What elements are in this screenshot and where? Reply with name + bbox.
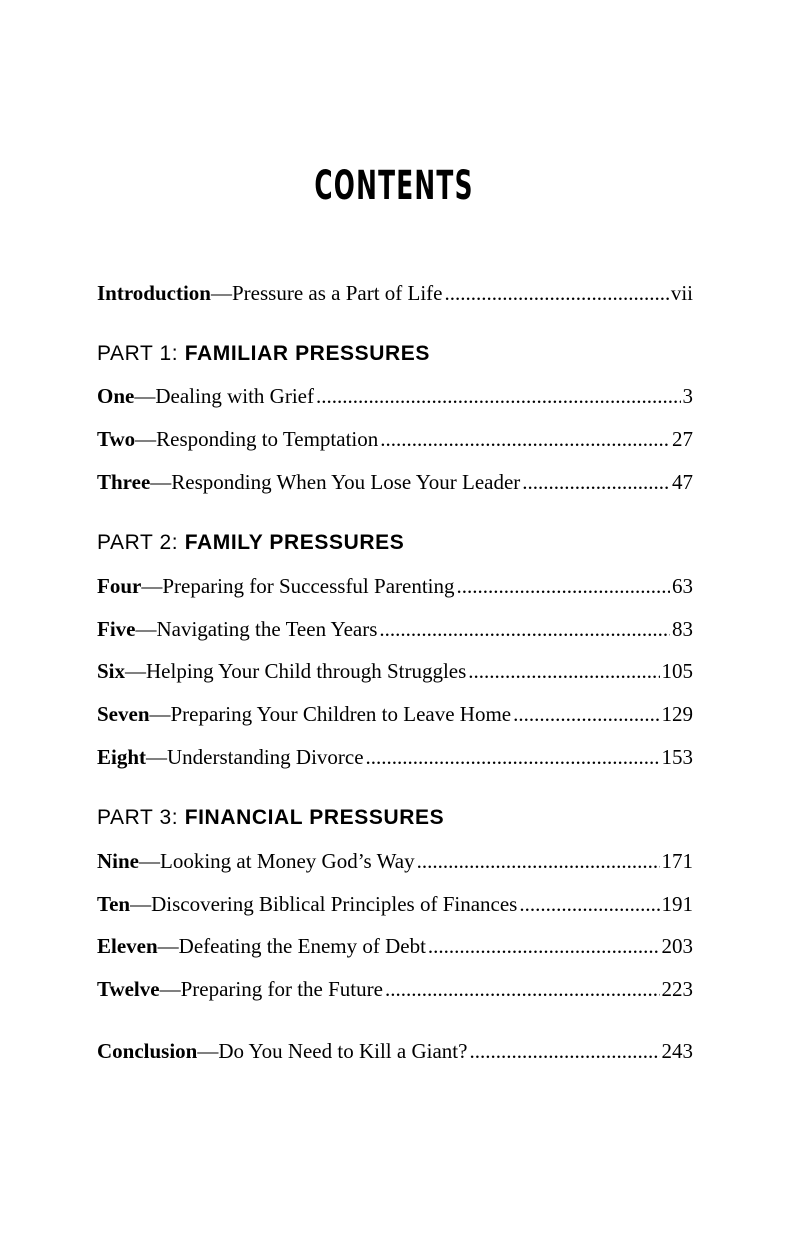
dot-leader <box>513 699 659 729</box>
chapter-page-number: 27 <box>672 427 693 451</box>
dot-leader <box>417 846 660 876</box>
dot-leader <box>385 974 660 1004</box>
chapter-title: Helping Your Child through Struggles <box>146 659 467 683</box>
chapter-title: Discovering Biblical Principles of Finances <box>151 892 518 916</box>
toc-entry-chapter-three[interactable] <box>97 467 693 497</box>
part-name: FAMILY PRESSURES <box>184 531 405 554</box>
chapter-number: Eleven <box>97 934 158 958</box>
chapter-number: Three <box>97 470 151 494</box>
part-heading-2 <box>97 528 404 558</box>
toc-entry-chapter-eight[interactable] <box>97 742 693 772</box>
chapter-title: Preparing for the Future <box>180 977 383 1001</box>
chapter-page-number: 223 <box>661 977 693 1001</box>
entry-dash: — <box>210 281 232 305</box>
entry-title: Pressure as a Part of Life <box>231 281 443 305</box>
chapter-title: Looking at Money God’s Way <box>160 849 415 873</box>
chapter-page-number: 47 <box>672 470 693 494</box>
chapter-title: Responding to Temptation <box>156 427 379 451</box>
entry-dash: — <box>197 1039 219 1063</box>
chapter-page-number: 129 <box>661 702 693 726</box>
entry-dash: — <box>139 849 160 873</box>
chapter-number: Two <box>97 427 136 451</box>
chapter-number: Eight <box>97 745 147 769</box>
chapter-page-number: 83 <box>672 617 693 641</box>
entry-label: Introduction <box>97 281 211 305</box>
chapter-title: Dealing with Grief <box>155 384 314 408</box>
entry-dash: — <box>134 384 156 408</box>
dot-leader <box>366 742 660 772</box>
chapter-number: Nine <box>97 849 139 873</box>
toc-entry-chapter-eleven[interactable] <box>97 931 693 961</box>
chapter-title: Responding When You Lose Your Leader <box>171 470 521 494</box>
toc-entry-chapter-five[interactable] <box>97 614 693 644</box>
entry-dash: — <box>135 617 157 641</box>
chapter-title: Understanding Divorce <box>167 745 364 769</box>
entry-dash: — <box>157 934 179 958</box>
toc-entry-chapter-twelve[interactable] <box>97 974 693 1004</box>
dot-leader <box>469 1036 659 1066</box>
toc-entry-chapter-ten[interactable] <box>97 889 693 919</box>
dot-leader <box>445 278 669 308</box>
toc-entry-chapter-nine[interactable] <box>97 846 693 876</box>
entry-dash: — <box>150 470 172 494</box>
entry-page-number: vii <box>670 281 693 305</box>
entry-dash: — <box>146 745 168 769</box>
chapter-title: Defeating the Enemy of Debt <box>178 934 426 958</box>
chapter-page-number: 171 <box>661 849 693 873</box>
part-name: FINANCIAL PRESSURES <box>184 806 445 829</box>
entry-dash: — <box>141 574 163 598</box>
entry-dash: — <box>130 892 152 916</box>
dot-leader <box>468 656 659 686</box>
chapter-page-number: 3 <box>682 384 693 408</box>
dot-leader <box>522 467 670 497</box>
toc-entry-chapter-one[interactable] <box>97 381 693 411</box>
dot-leader <box>316 381 681 411</box>
entry-label: Conclusion <box>97 1039 198 1063</box>
chapter-page-number: 105 <box>661 659 693 683</box>
dot-leader <box>379 614 670 644</box>
dot-leader <box>428 931 660 961</box>
entry-title: Do You Need to Kill a Giant? <box>218 1039 468 1063</box>
part-name: FAMILIAR PRESSURES <box>184 342 431 365</box>
part-prefix: PART 2: <box>97 531 185 554</box>
chapter-page-number: 153 <box>661 745 693 769</box>
entry-dash: — <box>159 977 181 1001</box>
toc-entry-chapter-two[interactable] <box>97 424 693 454</box>
chapter-title: Preparing for Successful Parenting <box>162 574 455 598</box>
chapter-number: Five <box>97 617 136 641</box>
chapter-page-number: 191 <box>661 892 693 916</box>
chapter-page-number: 63 <box>672 574 693 598</box>
dot-leader <box>519 889 659 919</box>
toc-entry-introduction[interactable] <box>97 278 693 308</box>
page-title: CONTENTS <box>314 163 474 209</box>
entry-dash: — <box>149 702 171 726</box>
toc-entry-conclusion[interactable] <box>97 1036 693 1066</box>
chapter-number: Ten <box>97 892 131 916</box>
chapter-number: Twelve <box>97 977 160 1001</box>
entry-page-number: 243 <box>661 1039 693 1063</box>
chapter-number: Six <box>97 659 126 683</box>
chapter-title: Preparing Your Children to Leave Home <box>170 702 512 726</box>
entry-dash: — <box>135 427 157 451</box>
toc-entry-chapter-four[interactable] <box>97 571 693 601</box>
part-heading-3 <box>97 803 444 833</box>
toc-entry-chapter-seven[interactable] <box>97 699 693 729</box>
toc-entry-chapter-six[interactable] <box>97 656 693 686</box>
chapter-page-number: 203 <box>661 934 693 958</box>
part-prefix: PART 1: <box>97 342 185 365</box>
chapter-number: Seven <box>97 702 150 726</box>
chapter-number: One <box>97 384 135 408</box>
part-prefix: PART 3: <box>97 806 185 829</box>
entry-dash: — <box>125 659 147 683</box>
chapter-title: Navigating the Teen Years <box>156 617 378 641</box>
dot-leader <box>380 424 670 454</box>
chapter-number: Four <box>97 574 142 598</box>
dot-leader <box>457 571 670 601</box>
part-heading-1 <box>97 339 430 369</box>
